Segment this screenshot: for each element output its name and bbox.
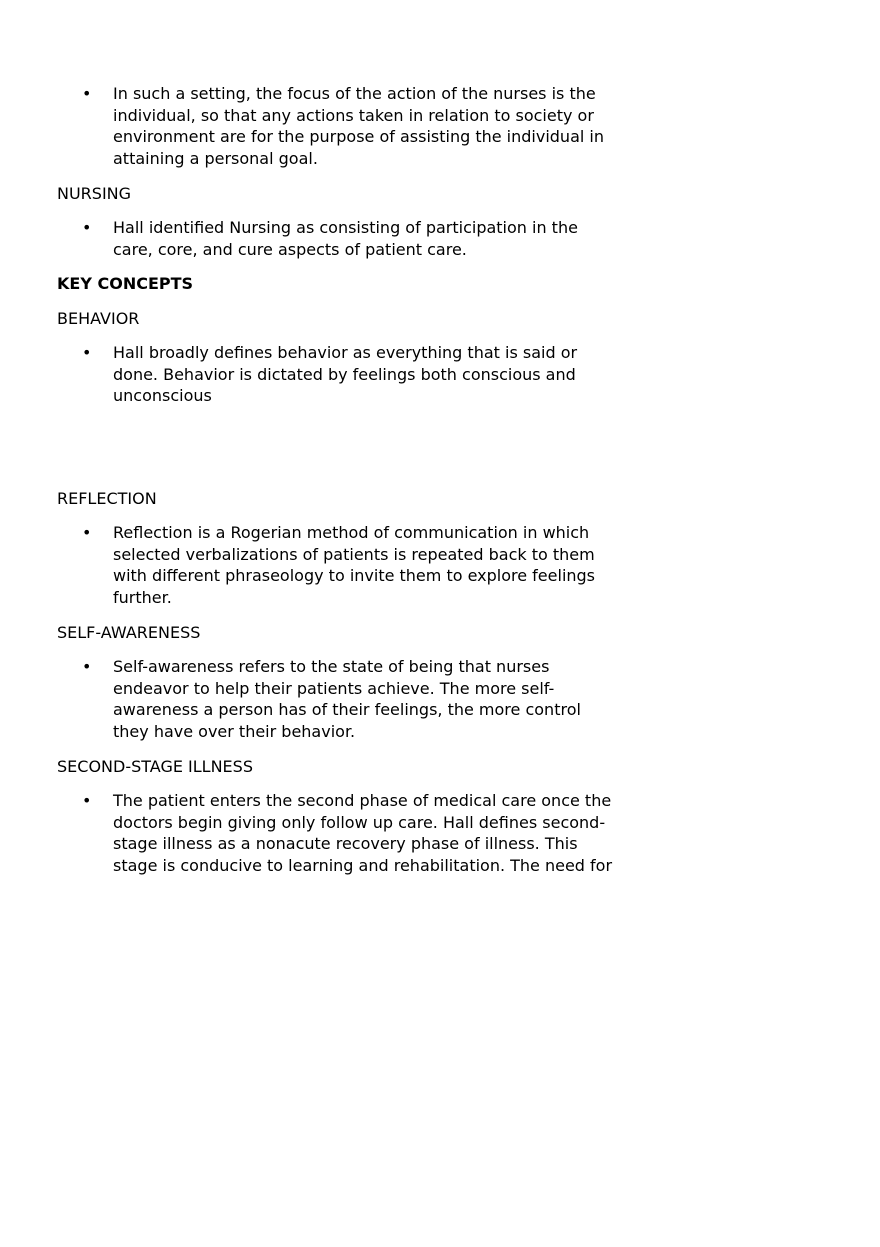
text-line: endeavor to help their patients achieve. The more self-: [113, 678, 555, 698]
section-heading-reflection: REFLECTION: [57, 489, 157, 508]
text-line: selected verbalizations of patients is repeated back to them: [113, 544, 595, 564]
text-line: individual, so that any actions taken in relation to society or: [113, 105, 594, 125]
bullet-marker: •: [82, 523, 92, 542]
section-heading-key-concepts: KEY CONCEPTS: [57, 274, 194, 293]
text-line: with different phraseology to invite them to explore feelings: [113, 566, 596, 586]
bullet-marker: •: [82, 791, 92, 810]
bullet-marker: •: [82, 657, 92, 676]
bullet-marker: •: [82, 84, 92, 103]
text-line: environment are for the purpose of assisting the individual in: [113, 127, 604, 147]
text-line: stage illness as a nonacute recovery phase of illness. This: [113, 834, 578, 854]
section-heading-second-stage-illness: SECOND-STAGE ILLNESS: [57, 757, 253, 776]
nursing-paragraph: [113, 217, 673, 260]
section-heading-behavior: BEHAVIOR: [57, 309, 140, 328]
bullet-marker: •: [82, 218, 92, 237]
second-stage-illness-paragraph: [113, 790, 673, 877]
behavior-paragraph: [113, 342, 673, 407]
intro-paragraph: [113, 83, 673, 170]
text-line: Hall broadly defines behavior as everything that is said or: [113, 343, 578, 362]
section-heading-nursing: NURSING: [57, 184, 132, 203]
bullet-marker: •: [82, 343, 92, 362]
text-line: attaining a personal goal.: [113, 149, 318, 169]
reflection-paragraph: [113, 522, 673, 609]
text-line: further.: [113, 588, 172, 608]
text-line: Reflection is a Rogerian method of communication in which: [113, 523, 590, 542]
self-awareness-paragraph: [113, 656, 673, 743]
text-line: awareness a person has of their feelings, the more control: [113, 700, 581, 720]
text-line: care, core, and cure aspects of patient care.: [113, 239, 467, 259]
text-line: stage is conducive to learning and rehabilitation. The need for: [113, 856, 613, 876]
text-line: In such a setting, the focus of the action of the nurses is the: [113, 84, 596, 103]
text-line: done. Behavior is dictated by feelings both conscious and: [113, 364, 576, 384]
text-line: unconscious: [113, 386, 212, 406]
text-line: doctors begin giving only follow up care. Hall defines second-: [113, 812, 606, 832]
text-line: Hall identified Nursing as consisting of participation in the: [113, 218, 578, 237]
text-line: they have over their behavior.: [113, 722, 356, 742]
section-heading-self-awareness: SELF-AWARENESS: [57, 623, 201, 642]
text-line: Self-awareness refers to the state of being that nurses: [113, 657, 550, 676]
text-line: The patient enters the second phase of medical care once the: [113, 791, 612, 810]
